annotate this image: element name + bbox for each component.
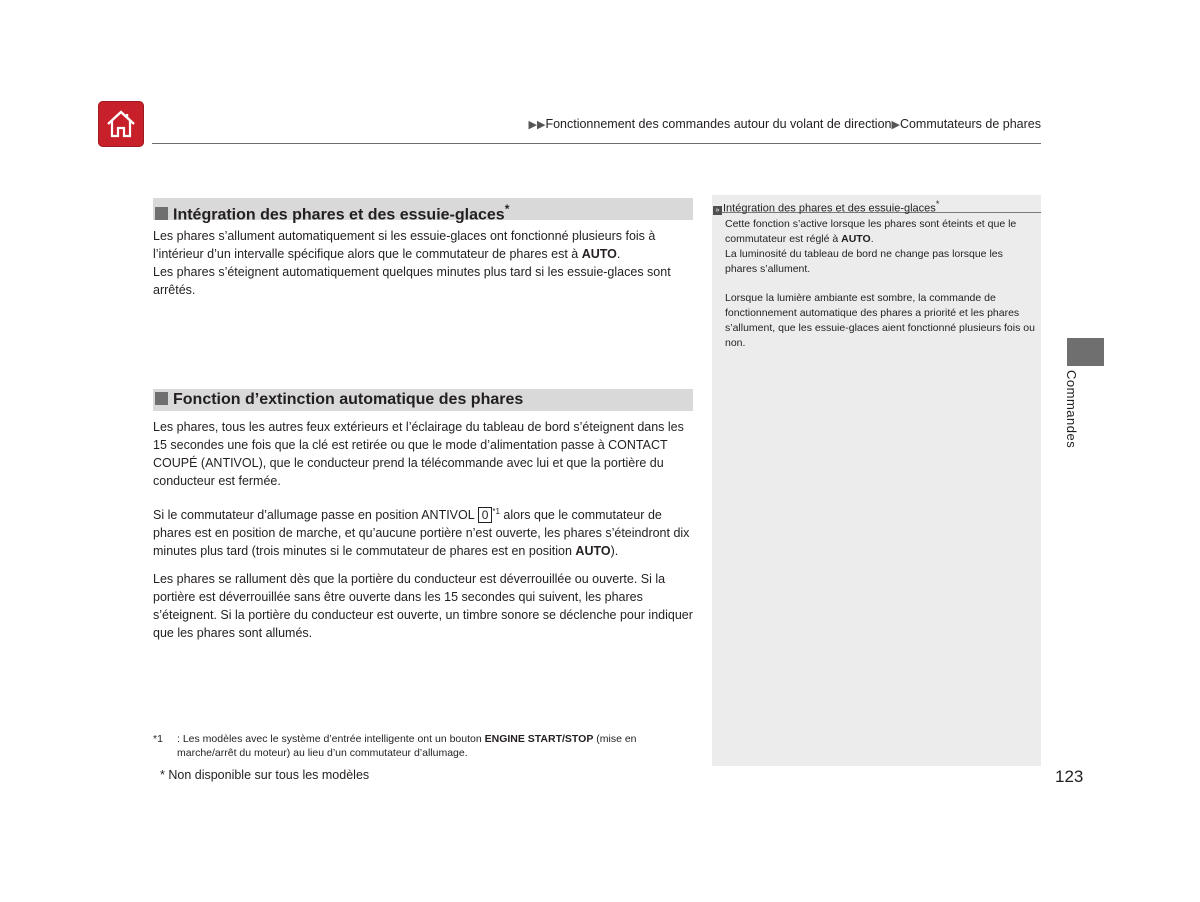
sidebar-p1-bold: AUTO [841, 233, 871, 245]
sidebar-title[interactable] [713, 197, 1041, 213]
sidebar-title-text: Intégration des phares et des essuie-glaces [723, 202, 936, 215]
section1-heading-text: Intégration des phares et des essuie-glaces [173, 206, 505, 224]
footnote-text-bold: ENGINE START/STOP [484, 733, 594, 745]
section1-p1-text: Les phares s’allument automatiquement si les essuie-glaces ont fonctionné plusieurs fois à l’intérieur d’un intervalle spécifique alors que le commutateur de phares est à [153, 229, 656, 261]
section2-p2-end: ). [610, 544, 619, 559]
page-number: 123 [1055, 767, 1084, 786]
sidebar-paragraph3: Lorsque la lumière ambiante est sombre, la commande de fonctionnement automatique des phares a priorité et les phares s’allument, que les essuie-glaces aient fonctionné plusieurs fois ou non. [725, 292, 1035, 349]
sidebar-p2: La luminosité du tableau de bord ne change pas lorsque les phares s’allument. [725, 248, 1003, 275]
chapter-tab-label: Commandes [1064, 370, 1079, 449]
section1-heading-mark: * [504, 202, 510, 216]
section1-p1-bold: AUTO [581, 247, 617, 261]
home-button[interactable] [98, 101, 144, 147]
footnote-text-start: : Les modèles avec le système d’entrée intelligente ont un bouton [177, 733, 485, 745]
footnote-mark: *1 [153, 733, 163, 745]
section1-p1-end: . [616, 247, 621, 261]
section1-paragraph1 [153, 227, 698, 299]
section2-p2-bold: AUTO [575, 544, 611, 559]
section2-heading [153, 389, 693, 411]
section1-heading [153, 198, 693, 224]
availability-note: * Non disponible sur tous les modèles [160, 768, 370, 782]
header-divider [152, 143, 1041, 144]
sidebar-p1-end: . [870, 233, 874, 245]
breadcrumb-part2[interactable]: Commutateurs de phares [899, 117, 1041, 131]
sidebar-title-mark: * [935, 199, 940, 209]
section1-p2: Les phares s’éteignent automatiquement quelques minutes plus tard si les essuie-glaces sont arrêtés. [153, 265, 671, 297]
breadcrumb [529, 117, 1041, 131]
section-marker-icon [155, 392, 168, 405]
reference-arrow-icon: » [713, 206, 722, 215]
section2-p2-start: Si le commutateur d’allumage passe en position ANTIVOL [153, 508, 478, 523]
section2-paragraph2 [153, 503, 698, 560]
section2-paragraph1: Les phares, tous les autres feux extérieurs et l’éclairage du tableau de bord s’éteignent dans les 15 secondes une fois que la clé est retirée ou que le mode d’alimentation passe à CONTACT COUPÉ (ANTIVOL), que le conducteur prend la télécommande avec lui et que la portière du conducteur est fermée. [153, 420, 684, 488]
home-icon [104, 107, 138, 141]
footnote [153, 732, 693, 760]
footnote-text-end: (mise en marche/arrêt du moteur) au lieu d’un commutateur d’allumage. [177, 733, 637, 759]
section2-p2-mid: alors que le commutateur de phares est en position de marche, et qu’aucune portière n’est ouverte, les phares s’éteindront dix minutes plus tard (trois minutes si le commutateur de phares est en position [153, 508, 690, 559]
sidebar-p1-start: Cette fonction s’active lorsque les phares sont éteints et que le commutateur est réglé à [725, 218, 1017, 245]
sidebar-paragraph1 [725, 217, 1035, 277]
section2-paragraph3: Les phares se rallument dès que la portière du conducteur est déverrouillée ou ouverte. Si la portière est déverrouillée sans être ouverte dans les 15 secondes qui suivent, les phares s’éteignent. Si la portière du conducteur est ouverte, un timbre sonore se déclenche pour indiquer que les phares sont allumés. [153, 572, 693, 640]
arrow-icon: ▶ [891, 119, 900, 131]
chapter-tab-marker[interactable] [1067, 338, 1104, 366]
sidebar-panel [712, 195, 1041, 766]
breadcrumb-part1[interactable]: Fonctionnement des commandes autour du volant de direction [545, 117, 892, 131]
section-marker-icon [155, 207, 168, 220]
double-arrow-icon: ▶▶ [528, 119, 546, 131]
section2-heading-text: Fonction d’extinction automatique des phares [173, 391, 524, 408]
footnote-ref[interactable]: *1 [492, 507, 500, 516]
key-position-box: 0 [478, 507, 493, 523]
